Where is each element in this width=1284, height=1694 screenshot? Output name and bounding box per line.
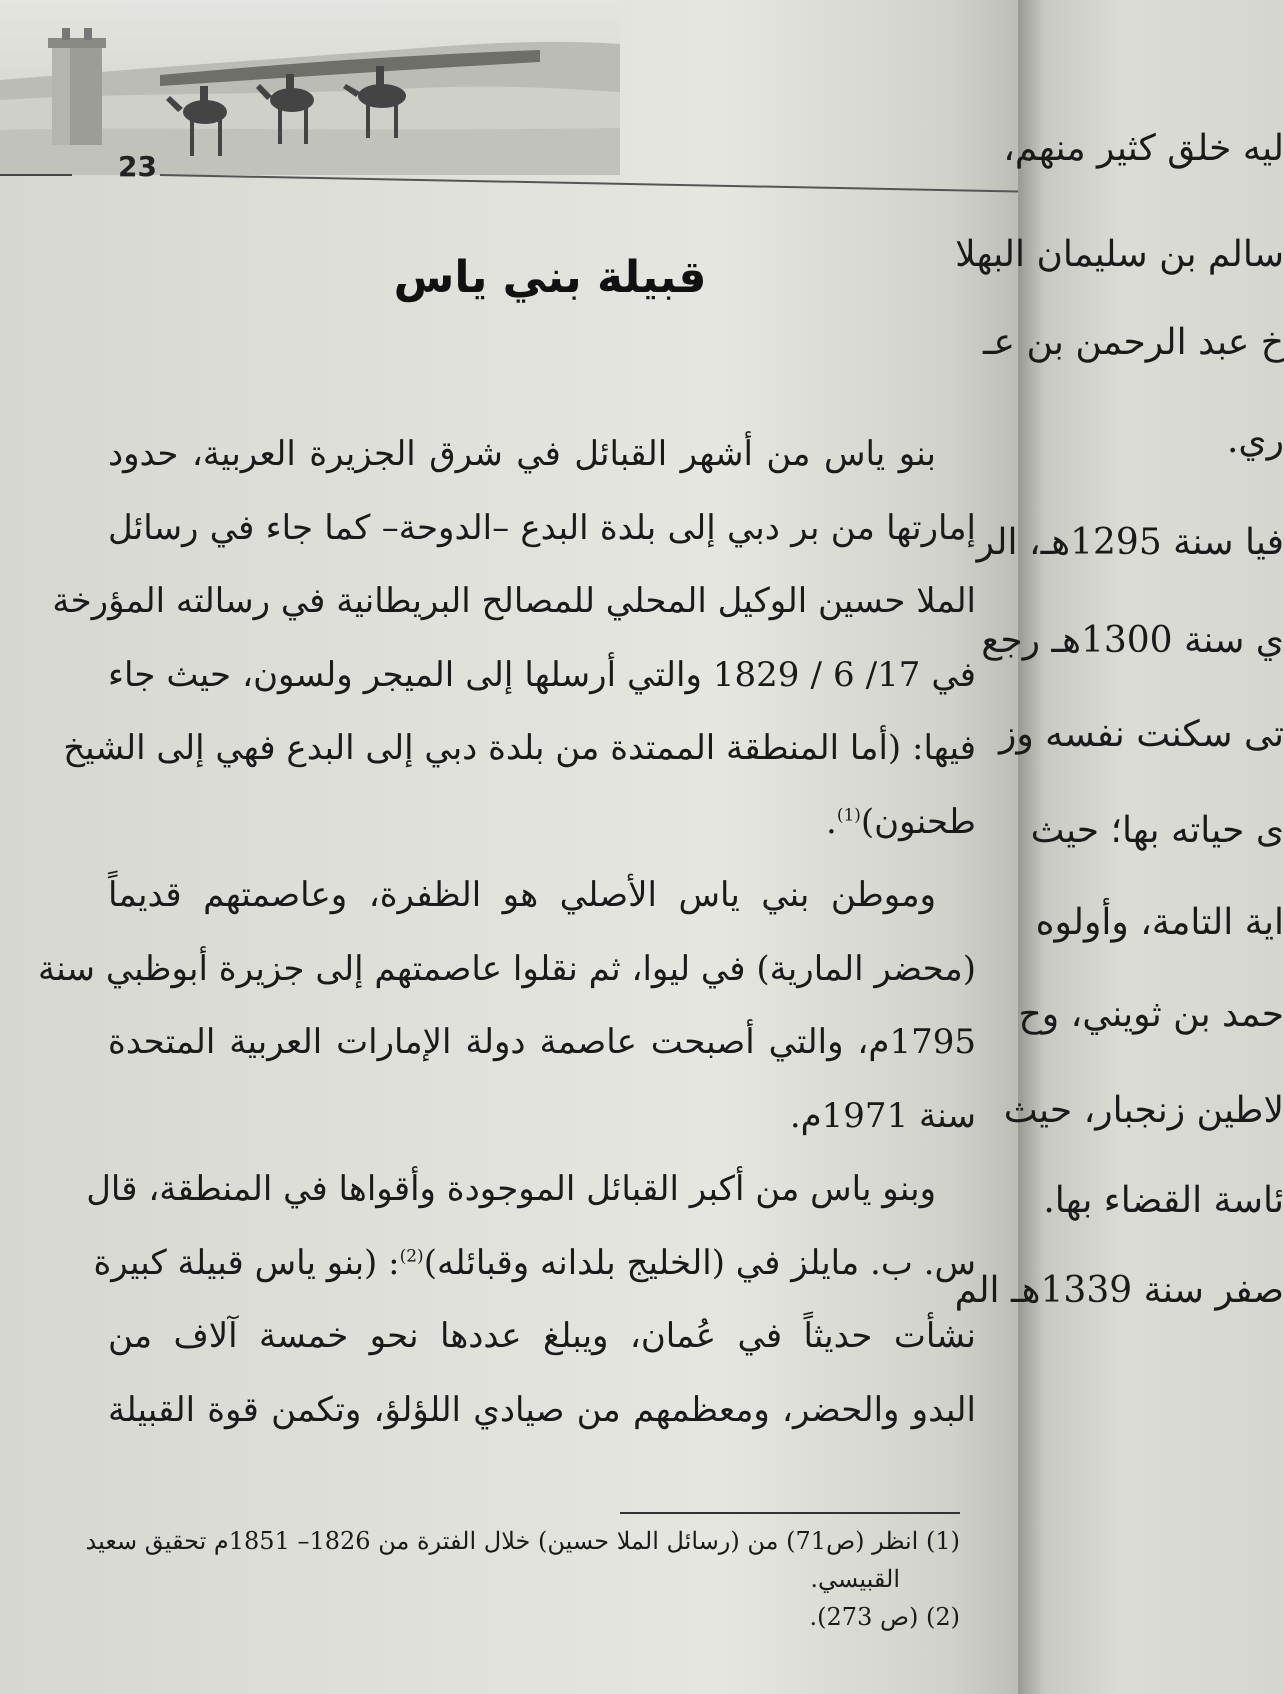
facing-text-line: ري.: [1226, 420, 1284, 461]
facing-text-line: اية التامة، وأولوه: [1035, 902, 1284, 943]
facing-text-line: فيا سنة 1295هـ، الر: [976, 522, 1284, 563]
body-text: [38, 418, 977, 1447]
facing-text-line: تى سكنت نفسه وز: [998, 714, 1284, 755]
header-rule-left: [0, 174, 72, 176]
text-line: وبنو ياس من أكبر القبائل الموجودة وأقواها في المنطقة، قال: [86, 1169, 936, 1209]
text-fragment: : (بنو ياس قبيلة كبيرة: [93, 1242, 400, 1283]
text-line: بنو ياس من أشهر القبائل في شرق الجزيرة العربية، حدود: [108, 434, 936, 474]
text-line: في 17/ 6 / 1829 والتي أرسلها إلى الميجر ولسون، حيث جاء: [108, 654, 976, 695]
page-number: 23: [118, 150, 157, 183]
text-line: فيها: (أما المنطقة الممتدة من بلدة دبي إلى البدع فهي إلى الشيخ: [63, 728, 976, 768]
desert-caravan-illustration: [0, 0, 620, 175]
facing-text-line: صفر سنة 1339هـ الم: [954, 1270, 1284, 1311]
footnote: القبيسي.: [810, 1565, 900, 1593]
facing-text-line: حمد بن ثويني، وح: [1018, 994, 1284, 1035]
chapter-title: قبيلة بني ياس: [393, 252, 707, 303]
facing-text-line: سالم بن سليمان البهلا: [955, 234, 1284, 275]
facing-text-line: ئاسة القضاء بها.: [1043, 1180, 1284, 1221]
text-line: وموطن بني ياس الأصلي هو الظفرة، وعاصمتهم قديماً: [108, 875, 936, 915]
text-fragment: طحنون): [860, 801, 976, 842]
footnotes: [85, 1522, 960, 1636]
text-line: سنة 1971م.: [789, 1095, 976, 1136]
text-fragment: .: [826, 801, 837, 842]
book-page-right: [954, 0, 1284, 1694]
text-line: 1795م، والتي أصبحت عاصمة دولة الإمارات العربية المتحدة: [108, 1022, 976, 1062]
facing-text-line: ليه خلق كثير منهم،: [1003, 128, 1284, 169]
text-line: نشأت حديثاً في عُمان، ويبلغ عددها نحو خمسة آلاف من: [108, 1316, 976, 1356]
facing-text-line: لاطين زنجبار، حيث: [1003, 1090, 1284, 1131]
text-line: [108, 786, 976, 860]
footnote-mark: (2): [399, 1246, 424, 1267]
facing-text-line: ي سنة 1300هـ رجع: [981, 620, 1284, 661]
footnote: (1) انظر (ص71) من (رسائل الملا حسين) خلال الفترة من 1826– 1851م تحقيق سعيد: [85, 1527, 960, 1555]
text-line: الملا حسين الوكيل المحلي للمصالح البريطانية في رسالته المؤرخة: [52, 581, 976, 621]
footnote: (2) (ص 273).: [809, 1603, 960, 1631]
text-fragment: س. ب. مايلز في (الخليج بلدانه وقبائله): [423, 1242, 976, 1283]
header-rule: [160, 174, 1030, 193]
text-line: إمارتها من بر دبي إلى بلدة البدع –الدوحة– كما جاء في رسائل: [108, 507, 977, 548]
text-line: [93, 1227, 976, 1301]
facing-text-line: ى حياته بها؛ حيث: [1030, 810, 1284, 851]
footnote-mark: (1): [836, 805, 861, 826]
text-line: البدو والحضر، ومعظمهم من صيادي اللؤلؤ، وتكمن قوة القبيلة: [108, 1389, 976, 1430]
text-line: (محضر المارية) في ليوا، ثم نقلوا عاصمتهم إلى جزيرة أبوظبي سنة: [38, 948, 976, 989]
footnote-separator: [620, 1512, 960, 1514]
facing-text-line: خ عبد الرحمن بن عـ: [982, 322, 1284, 363]
